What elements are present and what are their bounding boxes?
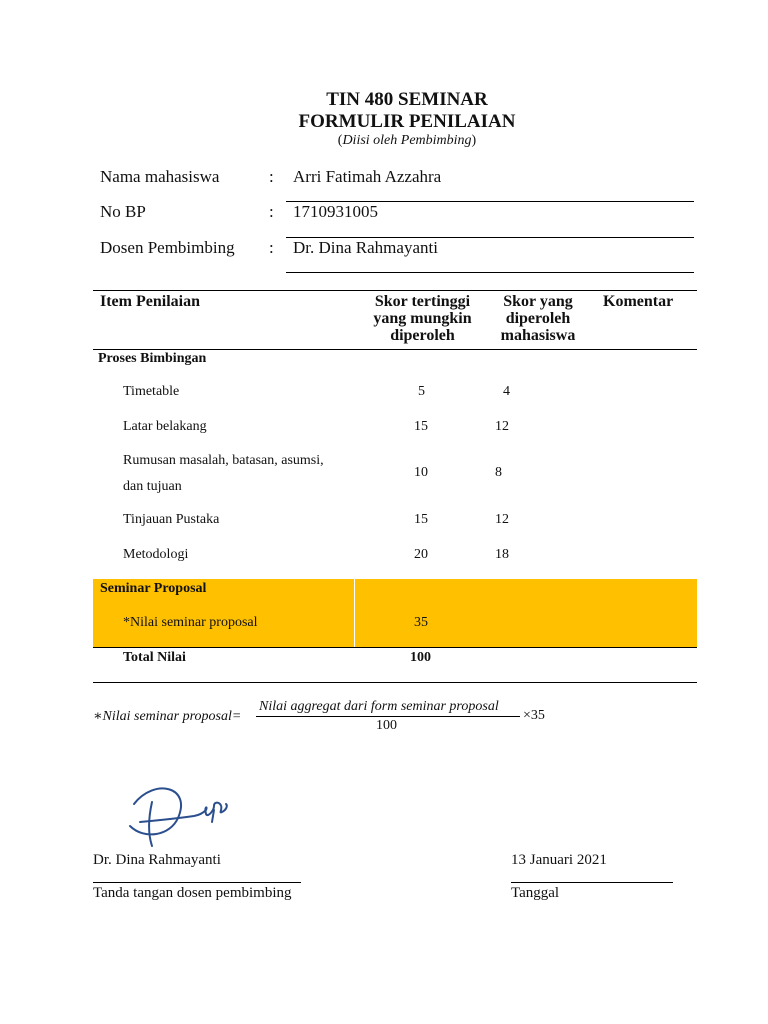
- section-proses-bimbingan: Proses Bimbingan: [98, 351, 207, 366]
- subtitle-text: Diisi oleh Pembimbing: [342, 133, 472, 148]
- row-item-metodologi: Metodologi: [123, 547, 189, 562]
- row-item-latar-belakang: Latar belakang: [123, 419, 207, 434]
- total-value: 100: [410, 650, 431, 665]
- signature-mark: [122, 780, 232, 852]
- seminar-highlight-divider: [354, 579, 355, 647]
- subtitle-open-paren: (: [337, 133, 343, 148]
- date-caption: Tanggal: [511, 885, 560, 901]
- row-item-rumusan-line1: Rumusan masalah, batasan, asumsi,: [123, 453, 324, 468]
- row-max-metodologi: 20: [414, 547, 428, 562]
- row-max-timetable: 5: [418, 384, 425, 399]
- signature-caption: Tanda tangan dosen pembimbing: [93, 885, 292, 901]
- formula-denominator: 100: [376, 718, 397, 733]
- header-got-line3: mahasiswa: [500, 327, 576, 344]
- formula-fraction-bar: [256, 716, 520, 717]
- row-max-latar-belakang: 15: [414, 419, 428, 434]
- form-subtitle: [0, 133, 768, 149]
- student-name-colon: :: [269, 167, 274, 186]
- row-max-tinjauan-pustaka: 15: [414, 512, 428, 527]
- header-got-score: [480, 293, 596, 344]
- row-got-tinjauan-pustaka: 12: [495, 512, 509, 527]
- total-label: Total Nilai: [123, 650, 186, 665]
- row-item-timetable: Timetable: [123, 384, 180, 399]
- row-max-nilai-seminar: 35: [414, 615, 428, 630]
- header-max-line1: Skor tertinggi: [374, 293, 471, 310]
- formula-multiplier: ×35: [523, 708, 545, 723]
- formula-lhs: ∗Nilai seminar proposal=: [93, 709, 242, 724]
- form-title-line1: TIN 480 SEMINAR: [326, 89, 488, 110]
- header-got-line2: diperoleh: [505, 310, 571, 327]
- row-item-tinjauan-pustaka: Tinjauan Pustaka: [123, 512, 220, 527]
- subtitle-close-paren: ): [471, 133, 477, 148]
- row-got-metodologi: 18: [495, 547, 509, 562]
- row-item-rumusan-line2: dan tujuan: [123, 479, 182, 494]
- header-max-score: [355, 293, 490, 344]
- signatory-name: Dr. Dina Rahmayanti: [93, 852, 221, 868]
- advisor-colon: :: [269, 238, 274, 257]
- row-max-rumusan: 10: [414, 465, 428, 480]
- header-comment: Komentar: [603, 293, 674, 310]
- table-bottom-rule: [93, 682, 697, 683]
- header-max-line2: yang mungkin: [373, 310, 472, 327]
- student-id-colon: :: [269, 202, 274, 221]
- row-got-rumusan: 8: [495, 465, 502, 480]
- table-top-rule: [93, 290, 697, 291]
- row-got-timetable: 4: [503, 384, 510, 399]
- section-seminar-proposal: Seminar Proposal: [100, 581, 207, 596]
- signature-date: 13 Januari 2021: [511, 852, 607, 868]
- formula-numerator: Nilai aggregat dari form seminar proposal: [259, 699, 499, 714]
- row-item-nilai-seminar: *Nilai seminar proposal: [123, 615, 258, 630]
- seminar-bottom-rule: [93, 647, 697, 648]
- row-got-latar-belakang: 12: [495, 419, 509, 434]
- signature-line: [93, 882, 301, 883]
- header-got-line1: Skor yang: [503, 293, 573, 310]
- header-item: Item Penilaian: [100, 293, 200, 310]
- student-id-label: No BP: [100, 202, 146, 221]
- advisor-label: Dosen Pembimbing: [100, 238, 235, 257]
- advisor-value: Dr. Dina Rahmayanti: [293, 238, 438, 257]
- advisor-underline: [286, 272, 694, 273]
- form-title-line2: FORMULIR PENILAIAN: [298, 111, 516, 132]
- date-line: [511, 882, 673, 883]
- student-id-value: 1710931005: [293, 202, 378, 221]
- student-name-value: Arri Fatimah Azzahra: [293, 167, 442, 186]
- student-name-label: Nama mahasiswa: [100, 167, 220, 186]
- header-max-line3: diperoleh: [390, 327, 455, 344]
- header-bottom-rule: [93, 349, 697, 350]
